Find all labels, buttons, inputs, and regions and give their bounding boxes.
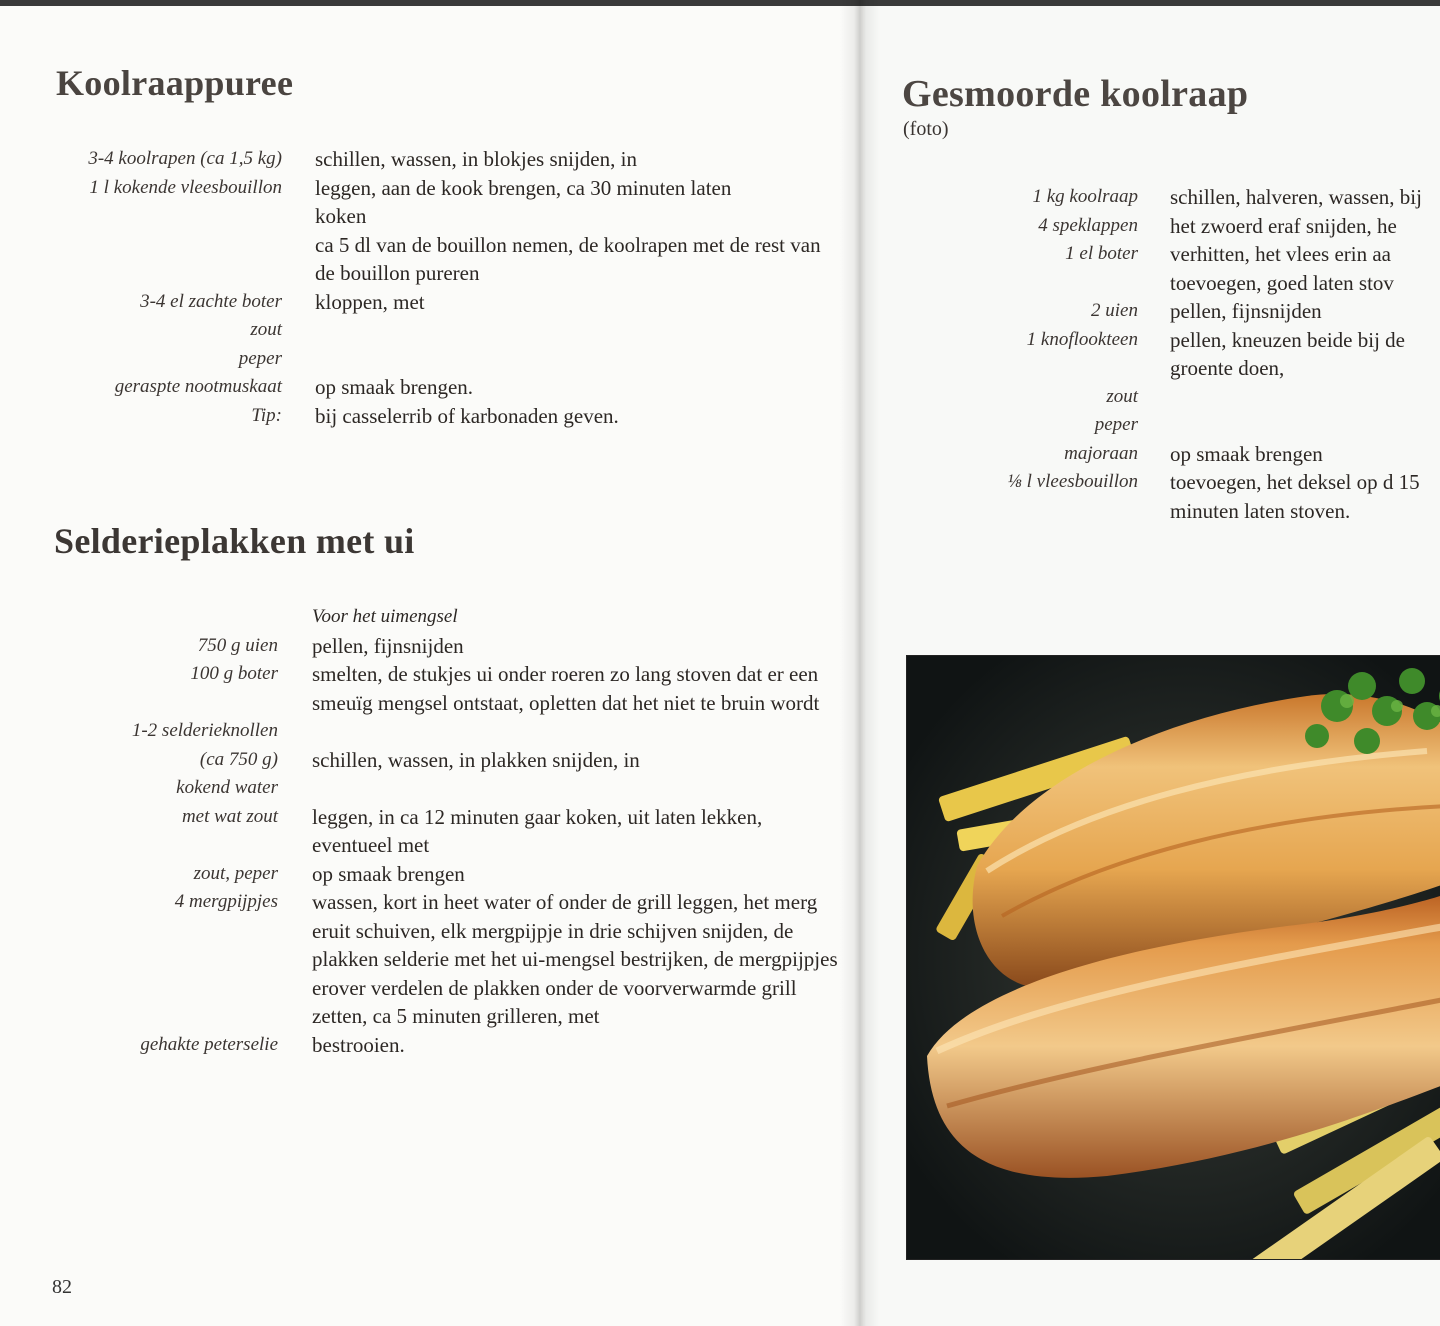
step: ca 5 dl van de bouillon nemen, de koolrapen met de rest van de bouillon pureren	[315, 232, 821, 285]
recipe-title-koolraappuree: Koolraappuree	[56, 63, 294, 103]
step: leggen, in ca 12 minuten gaar koken, uit laten lekken, eventueel met	[312, 804, 763, 857]
recipe-title-selderieplakken: Selderieplakken met ui	[54, 521, 415, 561]
step: leggen, aan de kook brengen, ca 30 minuten laten koken	[315, 175, 732, 228]
recipe-row	[40, 345, 830, 374]
recipe-row	[40, 717, 840, 746]
food-photo	[906, 655, 1440, 1260]
step	[312, 774, 840, 803]
ingredient: 4 mergpijpjes	[174, 891, 278, 912]
step: pellen, fijnsnijden	[1170, 299, 1322, 323]
recipe-selderieplakken	[40, 603, 840, 1059]
ingredient: 1 el boter	[1065, 243, 1138, 264]
recipe-gesmoorde-koolraap	[900, 183, 1440, 525]
ingredient: 2 uien	[1091, 300, 1138, 321]
step	[1170, 411, 1440, 440]
step: op smaak brengen	[1170, 441, 1323, 466]
step: wassen, kort in heet water of onder de grill leggen, het merg eruit schuiven, elk mergpijpje in drie schijven snijden, de plakken selderie met het ui-mengsel bestrijken, de mergpijpjes erover verdelen de plakken onder de voorverwarmde grill zetten, ca 5 minuten grilleren, met	[312, 890, 838, 1028]
ingredient: met wat zout	[181, 805, 278, 827]
ingredient: 1-2 selderieknollen	[131, 720, 278, 741]
ingredient: 3-4 koolrapen (ca 1,5 kg)	[88, 148, 282, 169]
step	[1170, 383, 1440, 412]
recipe-row	[40, 774, 840, 803]
ingredient: zout, peper	[193, 862, 278, 884]
step: het zwoerd eraf snijden, he	[1170, 213, 1397, 238]
ingredient: kokend water	[176, 777, 278, 798]
ingredient: (ca 750 g)	[199, 748, 278, 770]
recipe-row	[40, 174, 830, 231]
recipe-row	[40, 803, 840, 860]
step: smelten, de stukjes ui onder roeren zo lang stoven dat er een smeuïg mengsel ontstaat, opletten dat het niet te bruin wordt	[312, 662, 820, 715]
food-photo-illustration	[907, 656, 1440, 1259]
recipe-row	[900, 411, 1440, 440]
recipe-koolraappuree	[40, 145, 830, 430]
recipe-row	[900, 383, 1440, 412]
recipe-row	[40, 660, 840, 717]
step: pellen, kneuzen beide bij de groente doen,	[1170, 327, 1405, 380]
step: schillen, wassen, in blokjes snijden, in	[315, 147, 637, 171]
ingredient: zout	[250, 319, 282, 340]
ingredient: 1 l kokende vleesbouillon	[89, 176, 282, 198]
book-top-edge	[0, 0, 1440, 6]
page-number: 82	[52, 1276, 72, 1298]
recipe-row	[40, 888, 840, 1031]
ingredient-tip: Tip:	[251, 404, 282, 426]
step: pellen, fijnsnijden	[312, 633, 464, 658]
recipe-row	[900, 240, 1440, 297]
step: op smaak brengen.	[315, 375, 474, 399]
step	[315, 316, 830, 345]
recipe-row	[40, 402, 830, 431]
recipe-title-gesmoorde-koolraap: Gesmoorde koolraap	[902, 73, 1249, 115]
step: kloppen, met	[315, 289, 425, 314]
step: bij casselerrib of karbonaden geven.	[315, 403, 619, 428]
recipe-row	[900, 297, 1440, 326]
recipe-row	[40, 632, 840, 661]
step: op smaak brengen	[312, 861, 465, 886]
ingredient: peper	[1094, 414, 1138, 435]
step: toevoegen, het deksel op d 15 minuten laten stoven.	[1170, 470, 1420, 523]
recipe-row	[40, 231, 830, 288]
recipe-row	[40, 316, 830, 345]
step: bestrooien.	[312, 1032, 405, 1057]
recipe-row	[40, 1031, 840, 1060]
ingredient: 750 g uien	[197, 634, 278, 656]
section-label: Voor het uimengsel	[312, 606, 458, 627]
ingredient: peper	[238, 347, 282, 369]
recipe-row	[40, 603, 840, 632]
recipe-row	[900, 212, 1440, 241]
ingredient: 100 g boter	[190, 663, 278, 684]
recipe-row	[900, 326, 1440, 383]
ingredient: geraspte nootmuskaat	[114, 376, 282, 397]
recipe-row	[40, 860, 840, 889]
recipe-subtitle: (foto)	[903, 118, 949, 140]
recipe-row	[40, 373, 830, 402]
recipe-row	[900, 183, 1440, 212]
recipe-row	[40, 288, 830, 317]
ingredient: gehakte peterselie	[140, 1033, 278, 1055]
recipe-row	[900, 440, 1440, 469]
step	[315, 345, 830, 374]
ingredient: 4 speklappen	[1038, 214, 1138, 236]
ingredient: 1 knoflookteen	[1026, 328, 1138, 350]
ingredient: 3-4 el zachte boter	[140, 290, 282, 312]
ingredient: ⅛ l vleesbouillon	[1007, 471, 1138, 492]
ingredient	[40, 231, 282, 288]
ingredient: 1 kg koolraap	[1032, 186, 1138, 207]
ingredient: zout	[1106, 385, 1138, 407]
step: schillen, halveren, wassen, bij	[1170, 185, 1422, 209]
recipe-row	[900, 468, 1440, 525]
ingredient: majoraan	[1064, 442, 1138, 464]
step	[312, 717, 840, 746]
book-gutter	[840, 0, 880, 1326]
step: schillen, wassen, in plakken snijden, in	[312, 747, 640, 772]
recipe-row	[40, 145, 830, 174]
recipe-row	[40, 746, 840, 775]
step: verhitten, het vlees erin aa toevoegen, goed laten stov	[1170, 242, 1394, 295]
